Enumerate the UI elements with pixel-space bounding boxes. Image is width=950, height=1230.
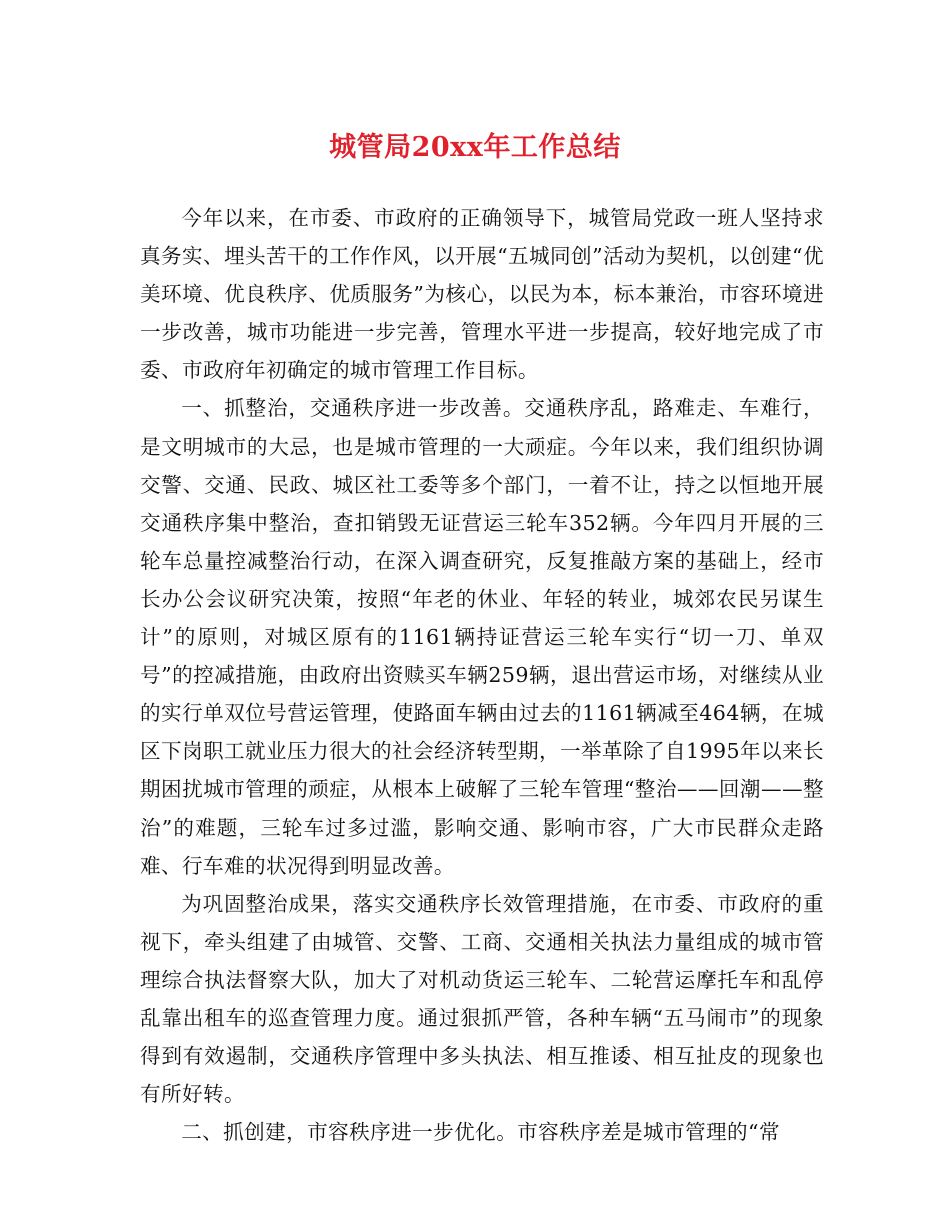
document-body [140,199,824,1151]
paragraph-section-2: 二、抓创建，市容秩序进一步优化。市容秩序差是城市管理的“常 [181,1120,780,1145]
paragraph-consolidation: 为巩固整治成果，落实交通秩序长效管理措施，在市委、市政府的重视下，牵头组建了由城管、交警、工商、交通相关执法力量组成的城市管理综合执法督察大队，加大了对机动货运三轮车、二轮营运摩托车和乱停乱靠出租车的巡查管理力度。通过狠抓严管，各种车辆“五马闹市”的现象得到有效遏制，交通秩序管理中多头执法、相互推诿、相互扯皮的现象也有所好转。 [140,891,824,1107]
document-title: 城管局20xx年工作总结 [329,132,621,163]
paragraph-intro: 今年以来，在市委、市政府的正确领导下，城管局党政一班人坚持求真务实、埋头苦干的工作作风，以开展“五城同创”活动为契机，以创建“优美环境、优良秩序、优质服务”为核心，以民为本，标本兼治，市容环境进一步改善，城市功能进一步完善，管理水平进一步提高，较好地完成了市委、市政府年初确定的城市管理工作目标。 [140,206,824,383]
paragraph-section-1: 一、抓整治，交通秩序进一步改善。交通秩序乱，路难走、车难行，是文明城市的大忌，也是城市管理的一大顽症。今年以来，我们组织协调交警、交通、民政、城区社工委等多个部门，一着不让，持之以恒地开展交通秩序集中整治，查扣销毁无证营运三轮车352辆。今年四月开展的三轮车总量控减整治行动，在深入调查研究，反复推敲方案的基础上，经市长办公会议研究决策，按照“年老的休业、年轻的转业，城郊农民另谋生计”的原则，对城区原有的1161辆持证营运三轮车实行“切一刀、单双号”的控减措施，由政府出资赎买车辆259辆，退出营运市场，对继续从业的实行单双位号营运管理，使路面车辆由过去的1161辆减至464辆，在城区下岗职工就业压力很大的社会经济转型期，一举革除了自1995年以来长期困扰城市管理的顽症，从根本上破解了三轮车管理“整治——回潮——整治”的难题，三轮车过多过滥，影响交通、影响市容，广大市民群众走路难、行车难的状况得到明显改善。 [140,396,824,878]
